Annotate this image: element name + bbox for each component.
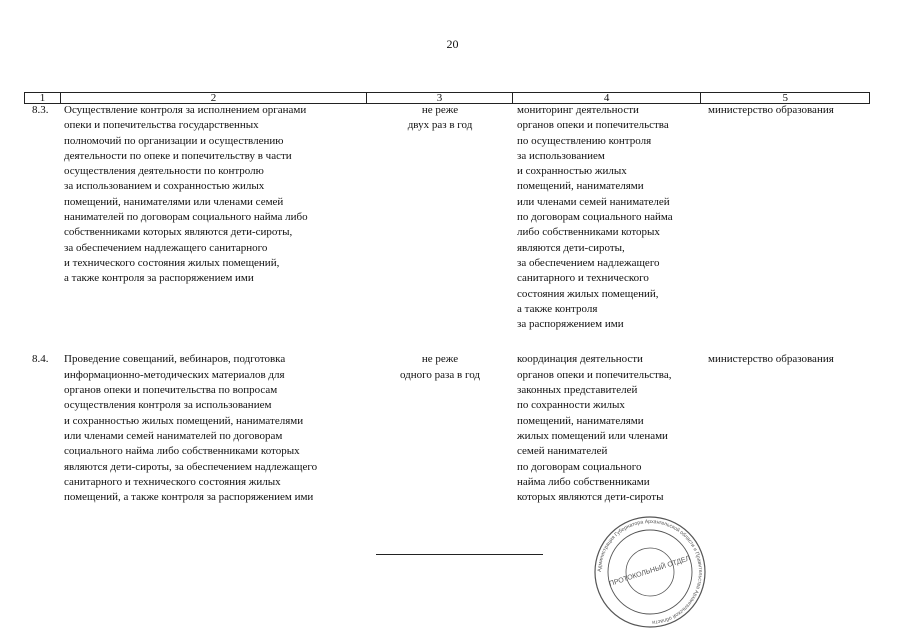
responsible-executor: министерство образования <box>708 104 834 116</box>
page-number: 20 <box>446 37 459 51</box>
header-cell-1: 1 <box>25 93 61 103</box>
header-cell-5: 5 <box>782 92 788 104</box>
header-cell-3: 3 <box>367 93 513 103</box>
expected-result: мониторинг деятельности органов опеки и попечительства по осуществлению контроля за использованием и сохранностью жилых помещений, нанимателями или членами семей нанимателей по договорам социального найма либо собственниками которых являются дети-сироты, за обеспечением надлежащего санитарного и технического состояния жилых помещений, а также контроля за распоряжением ими <box>517 104 673 331</box>
stamp <box>593 515 707 629</box>
table-row <box>24 103 870 332</box>
item-number: 8.3. <box>32 104 49 116</box>
table-row <box>24 352 870 505</box>
signature-line <box>376 554 543 555</box>
stamp-ring-text: Администрация Губернатора Архангельской области и Правительства Архангельской области <box>596 518 704 625</box>
frequency: не реже двух раз в год <box>407 104 473 132</box>
expected-result: координация деятельности органов опеки и попечительства, законных представителей по сохранности жилых помещений, нанимателями жилых помещений или членами семей нанимателей по договорам социального найма либо собственниками которых являются дети-сироты <box>517 353 672 504</box>
responsible-executor: министерство образования <box>708 353 834 366</box>
stamp-inner-text: ПРОТОКОЛЬНЫЙ ОТДЕЛ <box>608 555 692 588</box>
activity-description: Осуществление контроля за исполнением органами опеки и попечительства государственных полномочий по организации и осуществлению деятельности по опеке и попечительству в части осуществления деятельности по контролю за использованием и сохранностью жилых помещений, нанимателями или членами семей нанимателей по договорам социального найма либо собственниками которых являются дети-сироты, за обеспечением надлежащего санитарного и технического состояния жилых помещений, а также контроля за распоряжением ими <box>64 104 308 285</box>
frequency: не реже одного раза в год <box>400 353 480 381</box>
header-cell-2: 2 <box>61 93 367 103</box>
plan-table <box>24 92 870 505</box>
item-number: 8.4. <box>32 353 49 366</box>
activity-description: Проведение совещаний, вебинаров, подготовка информационно-методических материалов для органов опеки и попечительства по вопросам осуществления контроля за использованием и сохранностью жилых помещений, нанимателями или членами семей нанимателей по договорам социального найма либо собственниками которых являются дети-сироты, за обеспечением надлежащего санитарного и технического состояния жилых помещений, а также контроля за распоряжением ими <box>64 353 318 504</box>
header-cell-4: 4 <box>513 93 702 103</box>
